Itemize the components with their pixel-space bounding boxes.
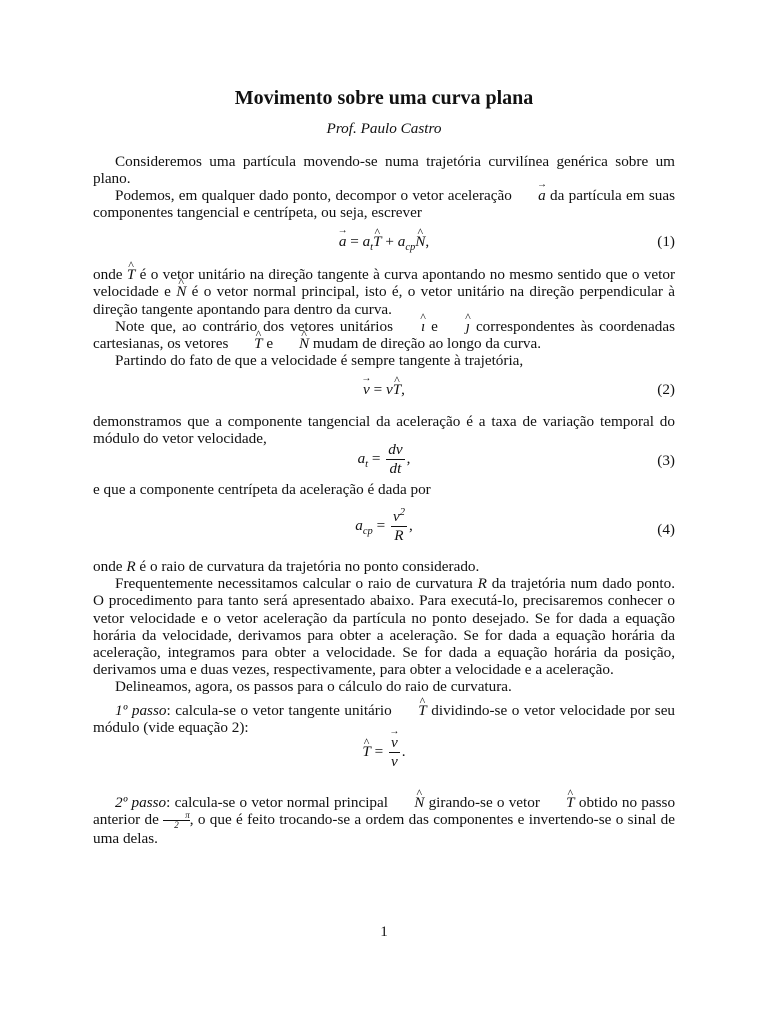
equation-4: [93, 508, 675, 552]
equation-3: [93, 441, 675, 481]
paragraph-tangential: demonstramos que a componente tangencial da aceleração é a taxa de variação temporal do módulo do vetor velocidade,: [93, 412, 675, 448]
paragraph-radius: onde R é o raio de curvatura da trajetória no ponto considerado.: [93, 558, 480, 576]
page-title: Movimento sobre uma curva plana: [234, 87, 534, 109]
equation-2: [93, 381, 675, 403]
paragraph-decomposition: Podemos, em qualquer dado ponto, decompor o vetor aceleração → a da partícula em suas componentes tangencial e centrípeta, ou seja, escrever: [93, 187, 675, 221]
equation-4-formula: $a_{cp}$ = $\frac{v^2}{R}$ ,: [355, 507, 413, 545]
paragraph-steps-intro: Delineamos, agora, os passos para o cálculo do raio de curvatura.: [115, 677, 512, 695]
paragraph-centripetal: e que a componente centrípeta da aceleração é dada por: [93, 481, 431, 499]
pi-over-two: $\frac{\pi}{2}$: [163, 811, 190, 830]
paragraph-unit-vectors: onde ^ T é o vetor unitário na direção tangente à curva apontando no mesmo sentido que o vetor velocidade e ^ N é o vetor normal principal, isto é, o vetor unitário na direção perpendicular à direção tangente apontando para dentro da curva.: [93, 266, 675, 317]
equation-3-number: (3): [657, 452, 675, 470]
equation-unit-tangent: [93, 734, 675, 776]
paragraph-step-1: 1º passo: calcula-se o vetor tangente unitário ^ T dividindo-se o vetor velocidade por seu módulo (vide equação 2):: [93, 702, 675, 736]
page-number: 1: [380, 923, 388, 940]
paragraph-intro: Consideremos uma partícula movendo-se numa trajetória curvilínea genérica sobre um plano.: [93, 153, 675, 188]
paragraph-velocity: Partindo do fato de que a velocidade é sempre tangente à trajetória,: [115, 351, 524, 369]
equation-2-number: (2): [657, 380, 675, 398]
equation-1-formula: → $a = a_t\^{}$ $T + a_{cp}\^{}$ N,: [93, 233, 675, 250]
paragraph-cartesian: Note que, ao contrário dos vetores unitários ^ ı e ^ ȷ correspondentes às coordenadas cartesianas, os vetores ^ T e ^ N mudam de direção ao longo da curva.: [93, 318, 675, 352]
equation-2-formula: → v = v^ T,: [93, 381, 675, 398]
equation-3-formula: $a_t$ = $\frac{dv}{dt}$ ,: [357, 441, 411, 478]
author-line: Prof. Paulo Castro: [326, 120, 442, 137]
equation-1: [93, 233, 675, 255]
paragraph-step-2: 2º passo: calcula-se o vetor normal principal ^ N girando-se o vetor ^ T obtido no passo anterior de $\frac{\pi}{2}$, o que é feito trocando-se a ordem das componentes e invertendo-se o sinal de uma delas.: [93, 794, 675, 847]
equation-unit-tangent-formula: ^ T = → $\frac{v}{v}$ .: [93, 734, 675, 771]
equation-4-number: (4): [657, 521, 675, 539]
body-text: [93, 153, 675, 847]
equation-1-number: (1): [657, 233, 675, 251]
paragraph-procedure: Frequentemente necessitamos calcular o raio de curvatura R da trajetória num dado ponto. O procedimento para tanto será apresentado abaixo. Para executá-lo, precisaremos conhecer o vetor velocidade e o vetor aceleração da partícula no ponto desejado. Se for dada a equação horária da velocidade, derivamos para obter a aceleração. Se for dada a equação horária da aceleração, integramos para obter a velocidade. Se for dada a equação horária da posição, derivamos uma e duas vezes, respectivamente, para obter a velocidade e a aceleração.: [93, 575, 675, 678]
